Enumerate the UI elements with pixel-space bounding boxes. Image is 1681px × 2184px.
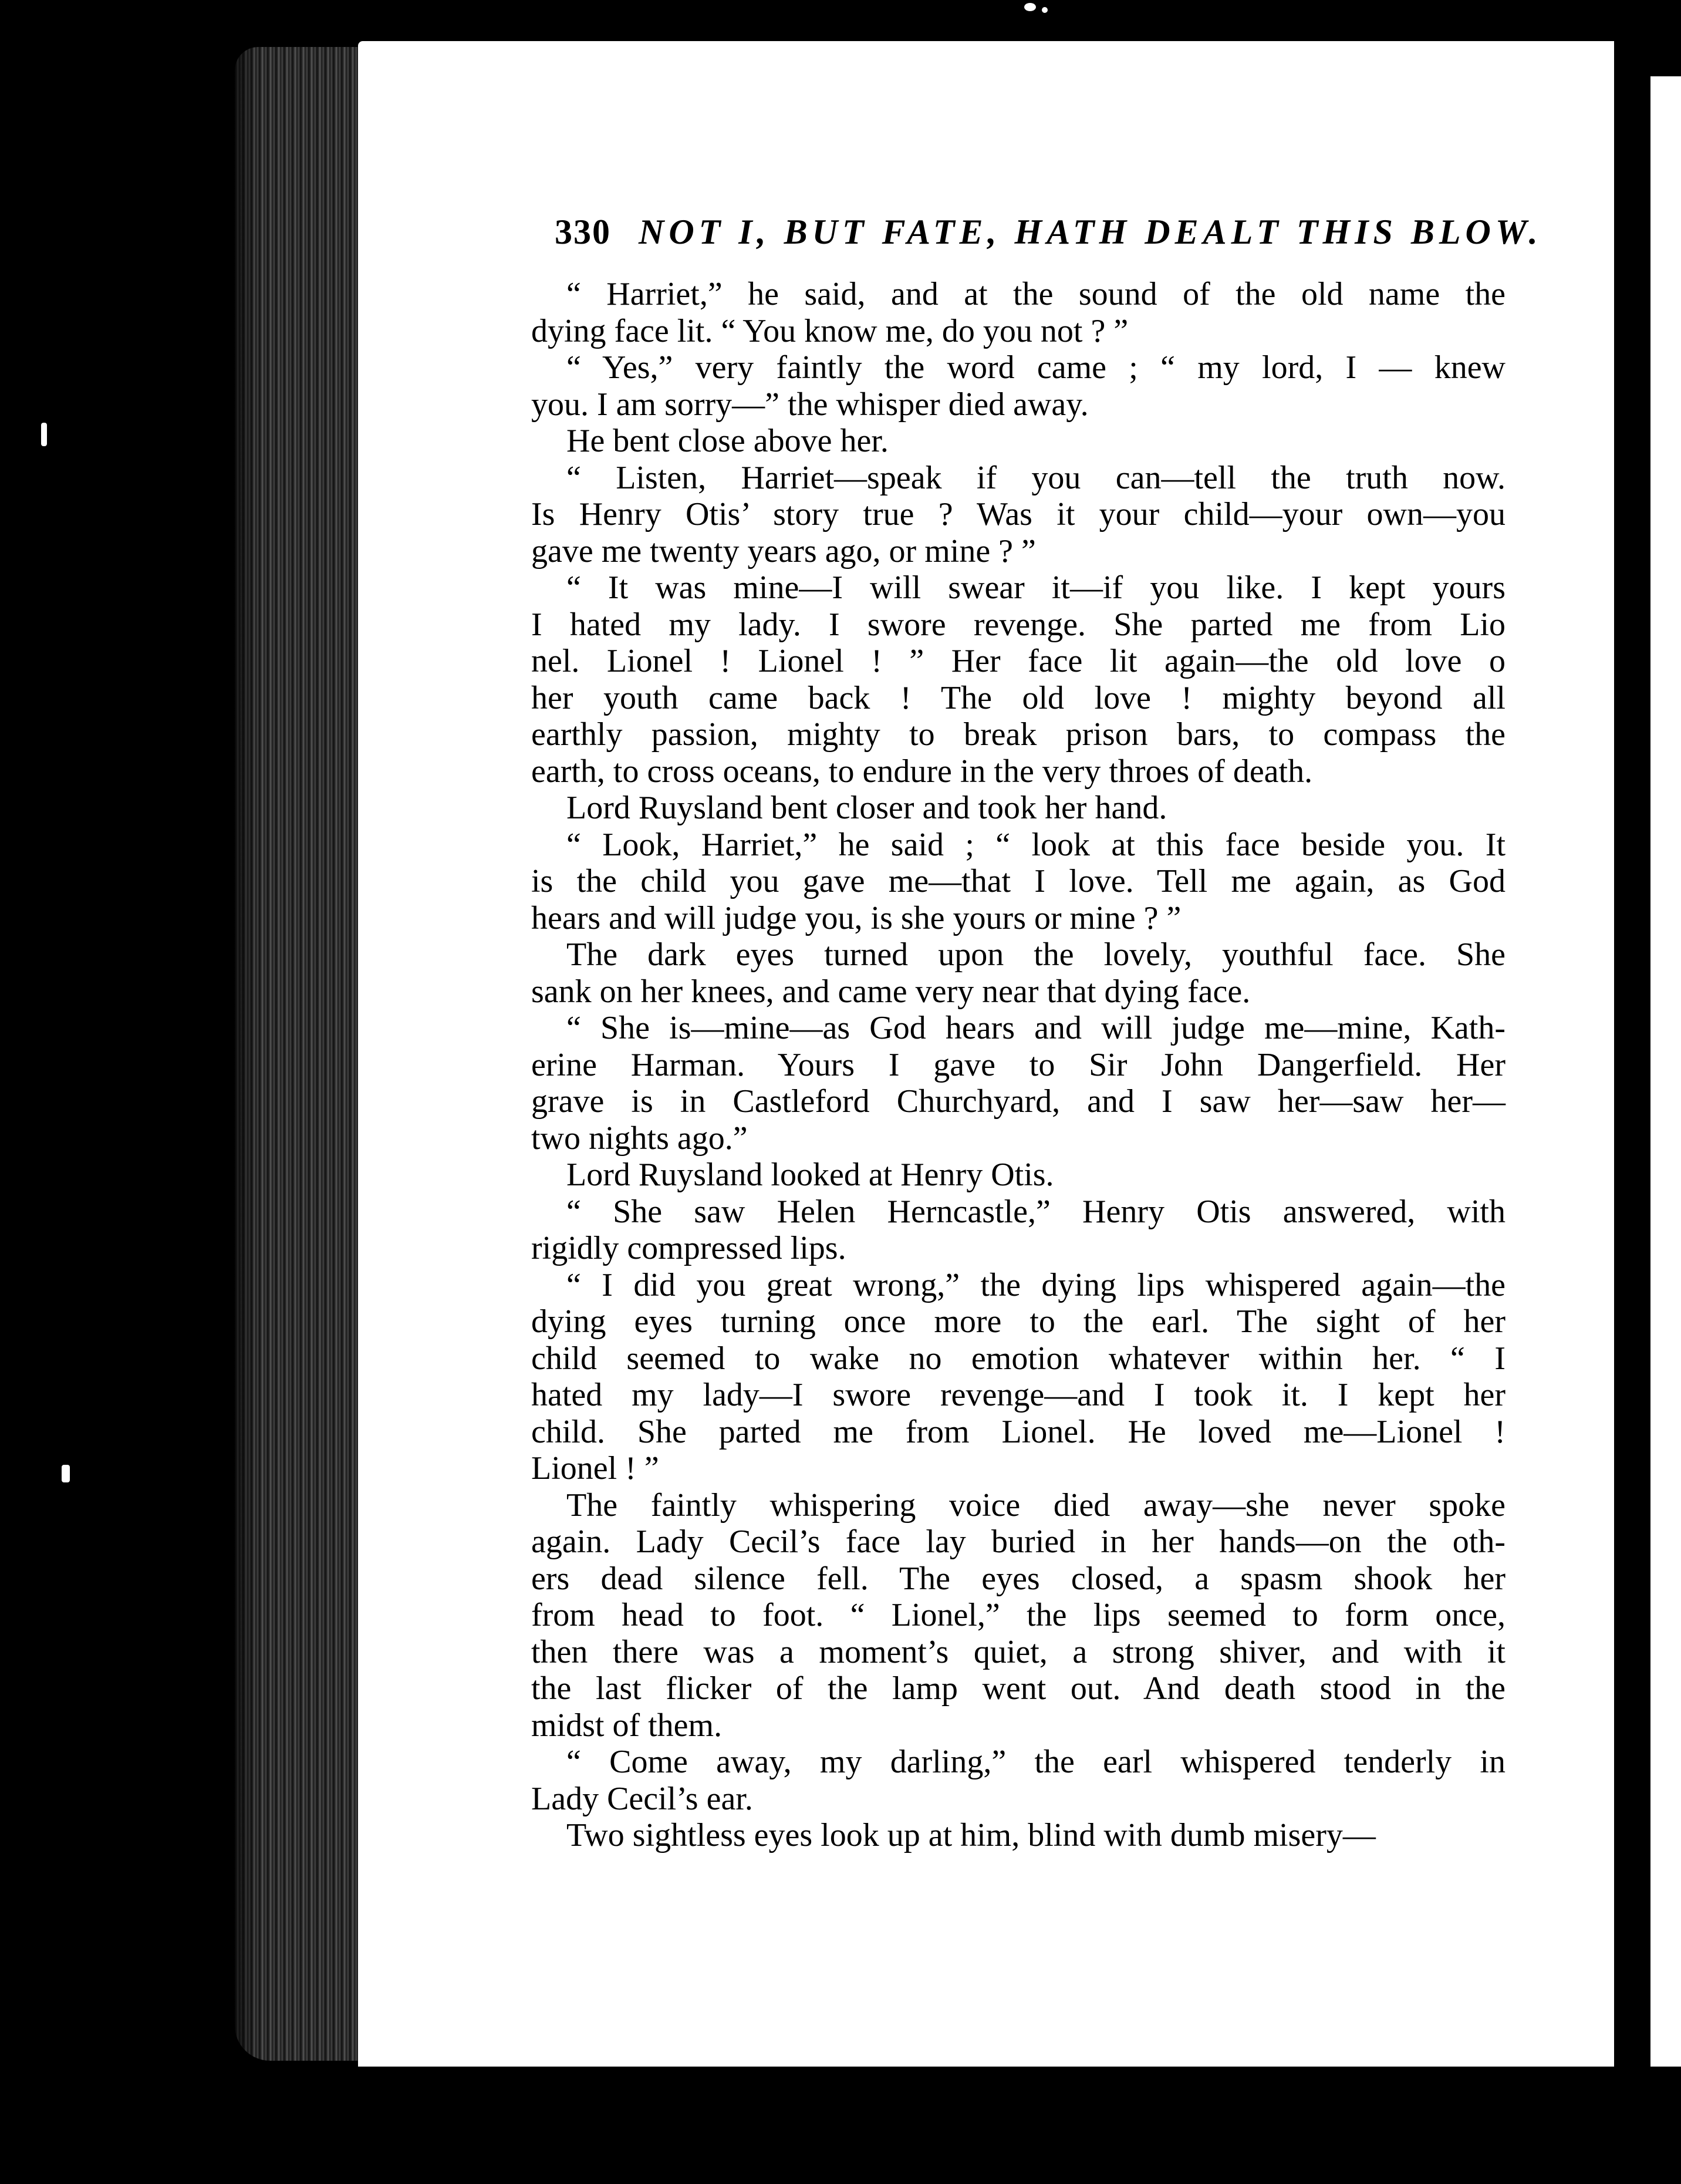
- paragraph: [531, 1744, 1506, 1817]
- text-line: Lord Ruysland bent closer and took her hand.: [566, 790, 1167, 826]
- text-line: nel. Lionel ! Lionel ! ” Her face lit again—the old love o: [531, 643, 1506, 679]
- text-line: He bent close above her.: [566, 423, 889, 459]
- text-line: child. She parted me from Lionel. He loved me—Lionel !: [531, 1413, 1506, 1450]
- text-line: her youth came back ! The old love ! mighty beyond all: [531, 679, 1506, 716]
- text-line: again. Lady Cecil’s face lay buried in her hands—on the oth-: [531, 1524, 1506, 1560]
- paragraph: [531, 1010, 1506, 1157]
- text-line: then there was a moment’s quiet, a strong shiver, and with it: [531, 1633, 1506, 1670]
- paragraph: [531, 1487, 1506, 1744]
- text-line: child seemed to wake no emotion whatever within her. “ I: [531, 1340, 1506, 1377]
- dust-mark: [1042, 7, 1048, 13]
- text-line: “ It was mine—I will swear it—if you like. I kept yours: [566, 569, 1506, 606]
- text-line: you. I am sorry—” the whisper died away.: [531, 386, 1089, 423]
- dust-mark: [41, 423, 47, 446]
- paragraph: [531, 1157, 1506, 1194]
- body-text: [531, 276, 1506, 1854]
- paragraph: [531, 349, 1506, 423]
- text-line: ers dead silence fell. The eyes closed, a spasm shook her: [531, 1560, 1506, 1597]
- text-line: Lady Cecil’s ear.: [531, 1780, 753, 1817]
- text-line: “ She is—mine—as God hears and will judge me—mine, Kath-: [566, 1010, 1506, 1046]
- text-line: gave me twenty years ago, or mine ? ”: [531, 532, 1036, 569]
- paragraph: [531, 827, 1506, 937]
- text-line: Lionel ! ”: [531, 1450, 659, 1487]
- text-line: The dark eyes turned upon the lovely, youthful face. She: [566, 936, 1506, 973]
- running-title: NOT I, BUT FATE, HATH DEALT THIS BLOW.: [639, 213, 1542, 251]
- text-line: earth, to cross oceans, to endure in the very throes of death.: [531, 753, 1313, 790]
- text-line: “ Harriet,” he said, and at the sound of the old name the: [566, 276, 1506, 312]
- text-line: I hated my lady. I swore revenge. She parted me from Lio: [531, 606, 1506, 643]
- text-line: “ Listen, Harriet—speak if you can—tell the truth now.: [566, 459, 1506, 496]
- text-line: sank on her knees, and came very near that dying face.: [531, 973, 1251, 1010]
- text-line: Two sightless eyes look up at him, blind with dumb misery—: [566, 1817, 1376, 1853]
- text-line: midst of them.: [531, 1707, 723, 1744]
- paragraph: [531, 276, 1506, 349]
- text-line: earthly passion, mighty to break prison bars, to compass the: [531, 716, 1506, 753]
- text-line: hated my lady—I swore revenge—and I took it. I kept her: [531, 1377, 1506, 1413]
- text-line: Is Henry Otis’ story true ? Was it your child—your own—you: [531, 496, 1506, 532]
- paragraph: [531, 936, 1506, 1010]
- text-line: dying eyes turning once more to the earl. The sight of her: [531, 1303, 1506, 1340]
- paragraph: [531, 423, 1506, 460]
- page-number: 330: [555, 213, 611, 251]
- text-line: The faintly whispering voice died away—she never spoke: [566, 1487, 1506, 1524]
- dust-mark: [1024, 3, 1036, 11]
- dust-mark: [62, 1465, 70, 1482]
- text-line: is the child you gave me—that I love. Tell me again, as God: [531, 863, 1506, 899]
- paragraph: [531, 1817, 1506, 1854]
- paragraph: [531, 1194, 1506, 1267]
- text-line: hears and will judge you, is she yours or mine ? ”: [531, 899, 1182, 936]
- text-line: the last flicker of the lamp went out. And death stood in the: [531, 1670, 1506, 1707]
- text-line: two nights ago.”: [531, 1120, 748, 1157]
- paragraph: [531, 1267, 1506, 1487]
- text-line: dying face lit. “ You know me, do you not ? ”: [531, 312, 1129, 349]
- text-line: “ Look, Harriet,” he said ; “ look at this face beside you. It: [566, 826, 1506, 863]
- next-page-sliver: [1650, 76, 1681, 2067]
- book-edge-shadow: [223, 35, 258, 2072]
- paragraph: [531, 460, 1506, 570]
- gutter-shadow: [1614, 53, 1650, 2084]
- text-line: grave is in Castleford Churchyard, and I saw her—saw her—: [531, 1083, 1506, 1120]
- text-line: Lord Ruysland looked at Henry Otis.: [566, 1157, 1054, 1193]
- text-line: “ Come away, my darling,” the earl whispered tenderly in: [566, 1744, 1506, 1780]
- text-line: from head to foot. “ Lionel,” the lips seemed to form once,: [531, 1597, 1506, 1633]
- paragraph: [531, 569, 1506, 790]
- text-line: erine Harman. Yours I gave to Sir John Dangerfield. Her: [531, 1046, 1506, 1083]
- text-line: “ She saw Helen Herncastle,” Henry Otis answered, with: [566, 1193, 1506, 1230]
- text-line: “ I did you great wrong,” the dying lips whispered again—the: [566, 1266, 1506, 1303]
- text-line: rigidly compressed lips.: [531, 1230, 846, 1266]
- page-header: [555, 208, 1542, 255]
- paragraph: [531, 790, 1506, 827]
- text-line: “ Yes,” very faintly the word came ; “ my lord, I — knew: [566, 349, 1506, 386]
